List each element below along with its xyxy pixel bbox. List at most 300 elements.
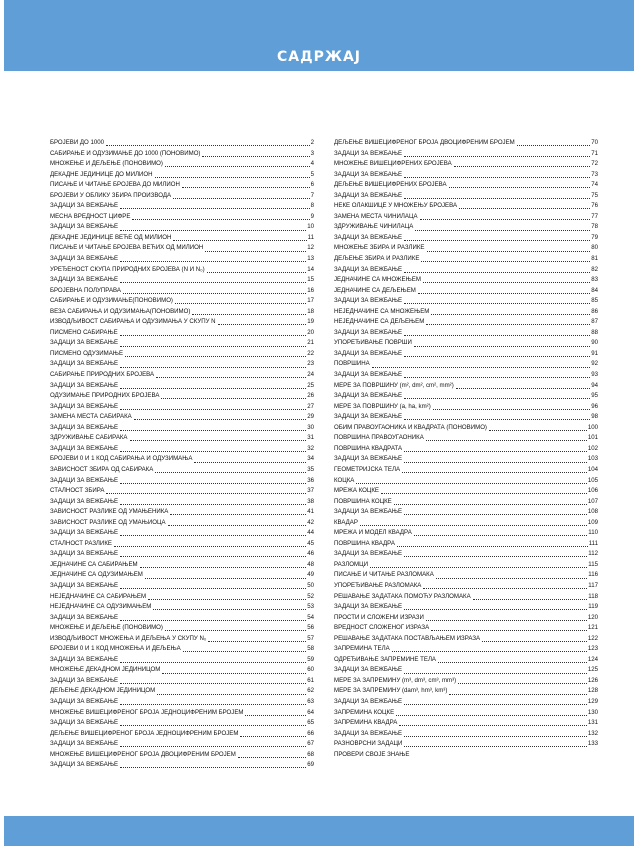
toc-dot-leader (120, 662, 306, 663)
toc-dot-leader (415, 230, 590, 231)
toc-entry-page: 92 (591, 360, 598, 368)
toc-entry-title: РЕШАВАЊЕ ЗАДАТАКА ПОМОЋУ РАЗЛОМАКА (334, 592, 471, 600)
toc-dot-leader (140, 567, 307, 568)
toc-entry (50, 243, 314, 254)
toc-dot-leader (404, 272, 590, 273)
toc-entry-page: 46 (307, 550, 314, 558)
toc-entry-page: 9 (310, 212, 314, 220)
toc-dot-leader (120, 282, 306, 283)
toc-entry (50, 159, 314, 170)
toc-entry-page: 3 (310, 149, 314, 157)
toc-entry-title: ОДРЕЂИВАЊЕ ЗАПРЕМИНЕ ТЕЛА (334, 655, 437, 663)
toc-dot-leader (114, 546, 306, 547)
toc-entry-title: ЗАДАЦИ ЗА ВЕЖБАЊЕ (50, 476, 119, 484)
toc-entry (50, 686, 314, 697)
toc-dot-leader (120, 556, 306, 557)
toc-entry-title: ЗАДАЦИ ЗА ВЕЖБАЊЕ (334, 455, 403, 463)
toc-dot-leader (208, 641, 306, 642)
toc-entry-title: МРЕЖА И МОДЕЛ КВАДРА (334, 529, 412, 537)
toc-dot-leader (125, 356, 306, 357)
toc-entry (334, 423, 598, 434)
toc-dot-leader (165, 166, 310, 167)
page-title: САДРЖАЈ (276, 49, 362, 65)
toc-entry (50, 233, 314, 244)
toc-entry (334, 265, 598, 276)
toc-entry-page: 124 (587, 655, 598, 663)
toc-entry-title: ЗАДАЦИ ЗА ВЕЖБАЊЕ (50, 381, 119, 389)
toc-entry-page: 131 (587, 719, 598, 727)
toc-entry-page: 71 (591, 149, 598, 157)
toc-dot-leader (123, 293, 306, 294)
toc-dot-leader (421, 261, 590, 262)
toc-entry-title: ЗАДАЦИ ЗА ВЕЖБАЊЕ (50, 276, 119, 284)
toc-entry (334, 402, 598, 413)
toc-dot-leader (396, 715, 587, 716)
toc-dot-leader (449, 694, 586, 695)
toc-dot-leader (473, 599, 588, 600)
toc-entry-page: 83 (591, 276, 598, 284)
toc-entry-page: 2 (310, 139, 314, 146)
toc-entry (50, 592, 314, 603)
toc-entry (50, 349, 314, 360)
toc-entry-page: 119 (588, 603, 598, 611)
toc-entry (334, 602, 598, 613)
toc-entry-page: 125 (587, 666, 598, 674)
toc-dot-leader (404, 398, 590, 399)
toc-entry (334, 465, 598, 476)
toc-dot-leader (404, 198, 590, 199)
toc-entry-title: ЗАДАЦИ ЗА ВЕЖБАЊЕ (334, 371, 403, 379)
toc-entry-title: ЗАДАЦИ ЗА ВЕЖБАЊЕ (334, 729, 403, 737)
toc-entry-title: ЗАДАЦИ ЗА ВЕЖБАЊЕ (334, 328, 403, 336)
toc-entry-page: 25 (307, 381, 314, 389)
toc-dot-leader (120, 746, 306, 747)
toc-entry-page: 88 (591, 328, 598, 336)
toc-entry-title: САБИРАЊЕ И ОДУЗИМАЊЕ ДО 1000 (ПОНОВИМО) (50, 149, 201, 157)
toc-entry-page: 34 (307, 455, 314, 463)
toc-dot-leader (120, 535, 306, 536)
toc-entry-page: 36 (307, 476, 314, 484)
toc-entry-page: 118 (588, 592, 598, 600)
toc-entry-title: НЕЈЕДНАЧИНЕ СА САБИРАЊЕМ (50, 592, 147, 600)
toc-dot-leader (404, 736, 587, 737)
toc-entry-page: 100 (587, 423, 598, 431)
toc-entry-title: ЗАДАЦИ ЗА ВЕЖБАЊЕ (334, 508, 403, 516)
toc-entry-title: ЗАДАЦИ ЗА ВЕЖБАЊЕ (50, 655, 119, 663)
toc-entry-title: ЗАДАЦИ ЗА ВЕЖБАЊЕ (334, 170, 403, 178)
toc-entry-page: 90 (591, 339, 598, 347)
toc-entry-page: 5 (310, 170, 314, 178)
toc-entry-title: ЗАДАЦИ ЗА ВЕЖБАЊЕ (334, 233, 403, 241)
toc-entry (50, 191, 314, 202)
toc-entry-title: МЕРЕ ЗА ЗАПРЕМИНУ (m³, dm³, cm³, mm³) (334, 676, 457, 684)
toc-entry-page: 54 (307, 613, 314, 621)
toc-dot-leader (433, 409, 590, 410)
toc-entry (50, 444, 314, 455)
toc-entry (334, 243, 598, 254)
toc-dot-leader (238, 757, 306, 758)
toc-entry-title: НЕЈЕДНАЧИНЕ СА МНОЖЕЊЕМ (334, 307, 430, 315)
toc-dot-leader (120, 261, 306, 262)
toc-entry-title: ЗАДАЦИ ЗА ВЕЖБАЊЕ (50, 676, 119, 684)
toc-entry-page: 130 (587, 708, 598, 716)
toc-dot-leader (399, 725, 587, 726)
toc-entry-title: ПИСАЊЕ И ЧИТАЊЕ БРОЈЕВА ВЕЋИХ ОД МИЛИОН (50, 244, 204, 252)
toc-dot-leader (120, 346, 306, 347)
toc-entry (50, 265, 314, 276)
toc-entry (334, 750, 598, 761)
toc-dot-leader (431, 314, 590, 315)
toc-dot-leader (218, 324, 307, 325)
toc-entry (334, 518, 598, 529)
toc-entry-page: 27 (307, 402, 314, 410)
toc-entry-title: ПИСАЊЕ И ЧИТАЊЕ БРОЈЕВА ДО МИЛИОН (50, 181, 180, 189)
toc-entry-title: МНОЖЕЊЕ ДЕКАДНОМ ЈЕДИНИЦОМ (50, 666, 161, 674)
toc-entry-page: 91 (591, 349, 598, 357)
toc-entry-title: ЗАДАЦИ ЗА ВЕЖБАЊЕ (50, 613, 119, 621)
toc-entry-page: 44 (307, 529, 314, 537)
toc-entry-title: ЗДРУЖИВАЊЕ САБИРАКА (50, 434, 128, 442)
toc-dot-leader (155, 177, 310, 178)
toc-entry (334, 275, 598, 286)
toc-dot-leader (456, 388, 590, 389)
toc-entry-title: МНОЖЕЊЕ И ДЕЉЕЊЕ (ПОНОВИМО) (50, 624, 163, 632)
toc-dot-leader (194, 462, 306, 463)
toc-entry-page: 132 (587, 729, 598, 737)
toc-entry-page: 60 (307, 666, 314, 674)
toc-dot-leader (120, 430, 306, 431)
toc-entry-title: УПОРЕЂИВАЊЕ РАЗЛОМАКА (334, 581, 422, 589)
toc-entry (334, 412, 598, 423)
toc-entry-title: КОЦКА (334, 476, 355, 484)
toc-entry-title: ЗАДАЦИ ЗА ВЕЖБАЊЕ (50, 444, 119, 452)
toc-entry (50, 665, 314, 676)
toc-entry-page: 93 (591, 371, 598, 379)
toc-entry (334, 634, 598, 645)
toc-entry-title: ВЕЗА САБИРАЊА И ОДУЗИМАЊА(ПОНОВИМО) (50, 307, 191, 315)
toc-entry (334, 729, 598, 740)
toc-entry-title: ЗАВИСНОСТ РАЗЛИКЕ ОД УМАЊИОЦА (50, 518, 166, 526)
toc-entry (50, 697, 314, 708)
toc-entry (50, 454, 314, 465)
toc-entry-page: 82 (591, 265, 598, 273)
toc-entry-title: ЗАДАЦИ ЗА ВЕЖБАЊЕ (334, 697, 403, 705)
toc-dot-leader (404, 556, 587, 557)
toc-entry-title: СТАЛНОСТ РАЗЛИКЕ (50, 539, 112, 547)
toc-entry-page: 111 (588, 539, 598, 547)
toc-dot-leader (404, 377, 590, 378)
toc-entry-page: 110 (588, 529, 598, 537)
toc-dot-leader (404, 451, 587, 452)
toc-entry-title: ЗАДАЦИ ЗА ВЕЖБАЊЕ (50, 697, 119, 705)
toc-entry (50, 423, 314, 434)
toc-entry-page: 123 (587, 645, 598, 653)
toc-entry-page: 95 (591, 392, 598, 400)
toc-entry (50, 676, 314, 687)
toc-entry-title: ЗАПРЕМИНА КВАДРА (334, 719, 398, 727)
toc-entry-title: ЗДРУЖИВАЊЕ ЧИНИЛАЦА (334, 223, 414, 231)
toc-entry-title: МРЕЖА КОЦКЕ (334, 487, 379, 495)
toc-entry (50, 560, 314, 571)
toc-dot-leader (120, 767, 306, 768)
toc-entry-page: 86 (591, 307, 598, 315)
toc-dot-leader (170, 514, 306, 515)
toc-entry-title: РАЗНОВРСНИ ЗАДАЦИ (334, 740, 403, 748)
toc-entry-title: БРОЈЕВИ ДО 1000 (50, 139, 105, 146)
toc-entry-page: 66 (307, 729, 314, 737)
toc-entry-title: РАЗЛОМЦИ (334, 560, 368, 568)
toc-dot-leader (134, 419, 307, 420)
toc-entry-title: ЈЕДНАЧИНЕ СА ОДУЗИМАЊЕМ (50, 571, 143, 579)
toc-dot-leader (414, 346, 590, 347)
toc-entry-page: 56 (307, 624, 314, 632)
toc-entry-page: 85 (591, 297, 598, 305)
toc-entry-title: БРОЈЕВНА ПОЛУПРАВА (50, 286, 121, 294)
toc-entry-page: 20 (307, 328, 314, 336)
toc-dot-leader (370, 567, 587, 568)
toc-entry (50, 317, 314, 328)
toc-entry (50, 655, 314, 666)
toc-dot-leader (372, 367, 591, 368)
toc-entry-page: 77 (591, 212, 598, 220)
toc-entry-title: ЗАДАЦИ ЗА ВЕЖБАЊЕ (334, 666, 403, 674)
toc-dot-leader (397, 546, 588, 547)
toc-entry (334, 476, 598, 487)
toc-entry-page: 122 (587, 634, 598, 642)
toc-entry-title: ЗАВИСНОСТ ЗБИРА ОД САБИРАКА (50, 465, 154, 473)
toc-entry (50, 286, 314, 297)
toc-entry-page: 80 (591, 244, 598, 252)
toc-entry (334, 665, 598, 676)
toc-dot-leader (449, 187, 591, 188)
toc-entry-page: 41 (307, 508, 314, 516)
toc-entry-title: ПОВРШИНА ПРАВОУГАОНИКА (334, 434, 424, 442)
toc-entry-title: МНОЖЕЊЕ ВИШЕЦИФРЕНИХ БРОЈЕВА (334, 160, 452, 168)
toc-dot-leader (459, 208, 590, 209)
toc-entry (334, 581, 598, 592)
toc-entry-title: ИЗВОДЉИВОСТ МНОЖЕЊА И ДЕЉЕЊА У СКУПУ N₀ (50, 634, 207, 642)
toc-entry (334, 686, 598, 697)
toc-column-left (50, 138, 314, 771)
toc-entry-title: САБИРАЊЕ И ОДУЗИМАЊЕ(ПОНОВИМО) (50, 297, 173, 305)
toc-entry-page: 115 (588, 560, 598, 568)
toc-entry-title: ОДУЗИМАЊЕ ПРИРОДНИХ БРОЈЕВА (50, 392, 160, 400)
toc-entry (50, 729, 314, 740)
toc-entry (50, 180, 314, 191)
toc-entry-title: МЕРЕ ЗА ПОВРШИНУ (a, ha, km²) (334, 402, 431, 410)
toc-entry (334, 570, 598, 581)
toc-entry (50, 275, 314, 286)
toc-entry-title: ЗАДАЦИ ЗА ВЕЖБАЊЕ (50, 529, 119, 537)
toc-dot-leader (404, 240, 590, 241)
toc-entry (50, 750, 314, 761)
toc-entry (334, 433, 598, 444)
toc-entry-page: 121 (587, 624, 598, 632)
toc-entry-title: ЗАДАЦИ ЗА ВЕЖБАЊЕ (50, 497, 119, 505)
toc-entry (50, 623, 314, 634)
toc-entry-title: ЈЕДНАЧИНЕ СА САБИРАЊЕМ (50, 560, 138, 568)
toc-entry-page: 48 (307, 560, 314, 568)
toc-entry (50, 338, 314, 349)
toc-entry-page: 26 (307, 392, 314, 400)
toc-entry-title: ЗАДАЦИ ЗА ВЕЖБАЊЕ (334, 297, 403, 305)
toc-entry (334, 159, 598, 170)
toc-entry-title: НЕЈЕДНАЧИНЕ СА ДЕЉЕЊЕМ (334, 318, 425, 326)
toc-entry-page: 76 (591, 202, 598, 210)
toc-dot-leader (404, 303, 590, 304)
toc-entry-title: ЗАДАЦИ ЗА ВЕЖБАЊЕ (50, 761, 119, 769)
toc-entry-page: 107 (587, 497, 598, 505)
toc-dot-leader (404, 156, 590, 157)
toc-entry-page: 128 (587, 687, 598, 695)
toc-entry-page: 63 (307, 697, 314, 705)
toc-entry (50, 465, 314, 476)
toc-entry (50, 254, 314, 265)
toc-entry-title: ПИСМЕНО САБИРАЊЕ (50, 328, 118, 336)
toc-entry (50, 328, 314, 339)
toc-entry-page: 17 (307, 297, 314, 305)
toc-entry-page: 112 (588, 550, 598, 558)
toc-dot-leader (120, 335, 307, 336)
toc-entry-title: ЗАДАЦИ ЗА ВЕЖБАЊЕ (334, 265, 403, 273)
toc-entry-page: 49 (307, 571, 314, 579)
toc-entry-title: ИЗВОДЉИВОСТ САБИРАЊА И ОДУЗИМАЊА У СКУПУ N (50, 318, 216, 326)
toc-entry-page: 62 (307, 687, 314, 695)
toc-dot-leader (161, 398, 306, 399)
toc-dot-leader (153, 609, 306, 610)
toc-entry-title: ЗАМЕНА МЕСТА ЧИНИЛАЦА (334, 212, 418, 220)
toc-entry (334, 454, 598, 465)
toc-dot-leader (436, 578, 588, 579)
toc-entry-page: 129 (587, 697, 598, 705)
toc-dot-leader (157, 694, 306, 695)
toc-entry (334, 676, 598, 687)
toc-entry-page: 101 (587, 434, 598, 442)
toc-dot-leader (423, 282, 590, 283)
toc-entry (334, 623, 598, 634)
toc-entry-title: УРЕЂЕНОСТ СКУПА ПРИРОДНИХ БРОЈЕВА (N И N₀) (50, 265, 205, 273)
toc-entry-page: 98 (591, 413, 598, 421)
toc-dot-leader (165, 630, 306, 631)
toc-entry-page: 78 (591, 223, 598, 231)
toc-entry-title: ЈЕДНАЧИНЕ СА МНОЖЕЊЕМ (334, 276, 421, 284)
toc-entry-title: МНОЖЕЊЕ ВИШЕЦИФРЕНОГ БРОЈА ЈЕДНОЦИФРЕНИМ БРОЈЕМ (50, 708, 244, 716)
toc-entry (50, 476, 314, 487)
toc-dot-leader (489, 430, 587, 431)
toc-entry-title: НЕЈЕДНАЧИНЕ СА ОДУЗИМАЊЕМ (50, 603, 152, 611)
toc-dot-leader (404, 514, 587, 515)
toc-entry (50, 718, 314, 729)
toc-entry-title: ЗАДАЦИ ЗА ВЕЖБАЊЕ (334, 413, 403, 421)
toc-entry-page: 68 (307, 750, 314, 758)
toc-entry-page: 22 (307, 349, 314, 357)
toc-entry-title: БРОЈЕВИ У ОБЛИКУ ЗБИРА ПРОИЗВОДА (50, 191, 172, 199)
toc-entry-title: ДЕЉЕЊЕ ДЕКАДНОМ ЈЕДИНИЦОМ (50, 687, 156, 695)
toc-entry-page: 105 (587, 476, 598, 484)
toc-entry (334, 170, 598, 181)
toc-dot-leader (404, 704, 587, 705)
toc-dot-leader (482, 641, 587, 642)
toc-dot-leader (145, 578, 306, 579)
toc-dot-leader (173, 240, 306, 241)
toc-entry-page: 32 (307, 444, 314, 452)
toc-entry-title: ЗАДАЦИ ЗА ВЕЖБАЊЕ (50, 339, 119, 347)
toc-entry-title: ДЕЉЕЊЕ ВИШЕЦИФРЕНОГ БРОЈА ЈЕДНОЦИФРЕНИМ БРОЈЕМ (50, 729, 239, 737)
toc-entry (334, 328, 598, 339)
toc-dot-leader (392, 651, 587, 652)
toc-entry-title: МЕСНА ВРЕДНОСТ ЦИФРЕ (50, 212, 131, 220)
toc-entry (334, 507, 598, 518)
toc-entry (50, 391, 314, 402)
toc-entry-page: 72 (591, 160, 598, 168)
toc-entry (50, 581, 314, 592)
toc-entry-title: МНОЖЕЊЕ ЗБИРА И РАЗЛИКЕ (334, 244, 425, 252)
toc-dot-leader (182, 187, 310, 188)
toc-entry (50, 212, 314, 223)
toc-dot-leader (404, 746, 586, 747)
toc-dot-leader (402, 472, 587, 473)
toc-entry-title: САБИРАЊЕ ПРИРОДНИХ БРОЈЕВА (50, 371, 155, 379)
toc-dot-leader (120, 704, 306, 705)
toc-entry-page: 106 (587, 487, 598, 495)
toc-entry (50, 138, 314, 149)
toc-entry-page: 79 (591, 233, 598, 241)
toc-dot-leader (404, 356, 590, 357)
toc-entry-title: ЗАПРЕМИНА КОЦКЕ (334, 708, 395, 716)
toc-dot-leader (120, 725, 306, 726)
toc-entry-page: 61 (307, 676, 314, 684)
toc-entry (334, 201, 598, 212)
toc-entry (50, 549, 314, 560)
toc-dot-leader (120, 230, 306, 231)
toc-entry (334, 655, 598, 666)
toc-entry (334, 549, 598, 560)
toc-entry (334, 644, 598, 655)
toc-entry-title: НЕКЕ ОЛАКШИЦЕ У МНОЖЕЊУ БРОЈЕВА (334, 202, 458, 210)
toc-dot-leader (356, 483, 586, 484)
header-band (4, 0, 634, 71)
toc-entry-title: УПОРЕЂИВАЊЕ ПОВРШИ (334, 339, 412, 347)
toc-dot-leader (426, 620, 587, 621)
toc-dot-leader (202, 156, 309, 157)
toc-entry (50, 370, 314, 381)
toc-entry-title: ВРЕДНОСТ СЛОЖЕНОГ ИЗРАЗА (334, 624, 430, 632)
toc-entry-page: 15 (307, 276, 314, 284)
toc-entry-title: ДЕЉЕЊЕ ВИШЕЦИФРЕНИХ БРОЈЕВА (334, 181, 447, 189)
toc-entry (334, 149, 598, 160)
toc-entry (334, 718, 598, 729)
toc-dot-leader (183, 651, 306, 652)
toc-entry-page: 120 (587, 613, 598, 621)
toc-entry-page: 58 (307, 645, 314, 653)
toc-dot-leader (120, 409, 306, 410)
toc-entry-page: 102 (587, 444, 598, 452)
toc-dot-leader (120, 367, 306, 368)
toc-entry (334, 697, 598, 708)
toc-entry-title: ПОВРШИНА КВАДРАТА (334, 444, 403, 452)
toc-dot-leader (404, 177, 590, 178)
toc-entry-page: 69 (307, 761, 314, 769)
toc-entry (334, 233, 598, 244)
toc-entry-title: ЗАДАЦИ ЗА ВЕЖБАЊЕ (50, 402, 119, 410)
toc-dot-leader (106, 145, 310, 146)
toc-column-right (334, 138, 598, 760)
toc-entry-title: ЗАМЕНА МЕСТА САБИРАКА (50, 413, 132, 421)
toc-dot-leader (148, 599, 306, 600)
toc-entry-page: 59 (307, 655, 314, 663)
toc-entry (334, 592, 598, 603)
toc-entry (334, 539, 598, 550)
